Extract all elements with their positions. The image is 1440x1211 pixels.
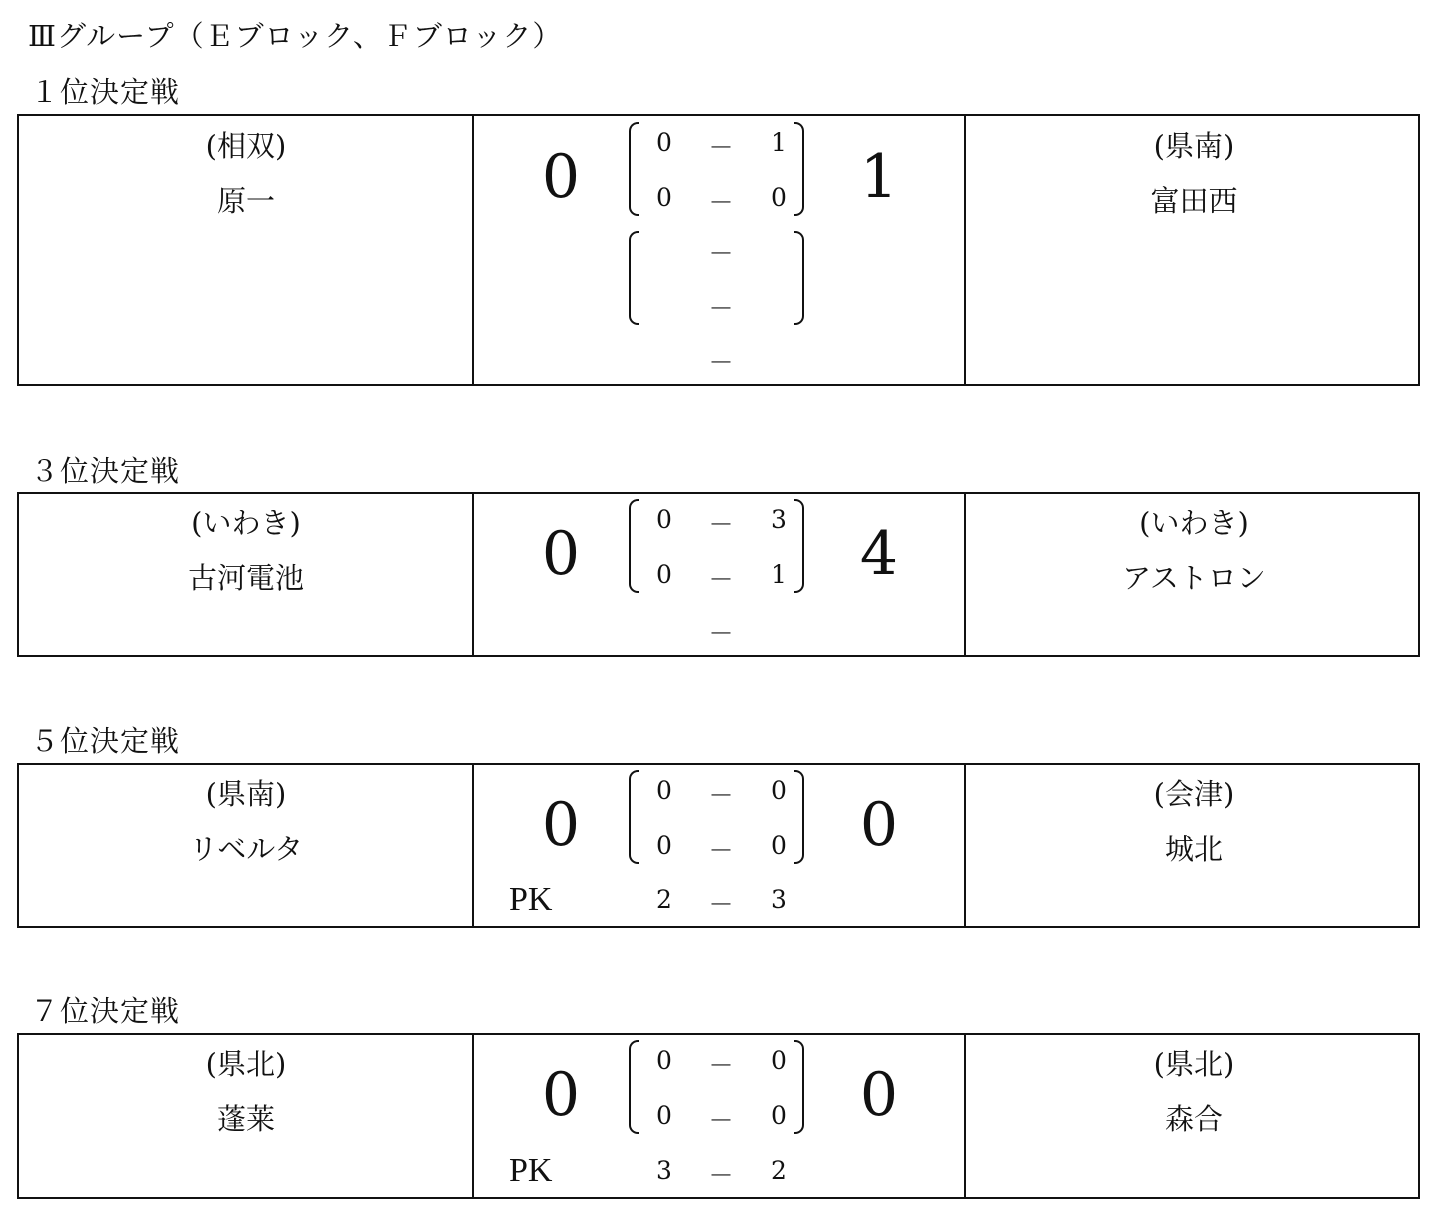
group-title: Ⅲグループ（Ｅブロック、Ｆブロック）	[28, 19, 563, 53]
score-dash: －	[708, 619, 734, 648]
bracket-open	[629, 1040, 639, 1134]
second-half-right-score: 1	[771, 560, 787, 589]
pk-left-score: 2	[656, 885, 672, 914]
score-dash: －	[708, 836, 734, 865]
right-team-name: 森合	[1164, 1102, 1223, 1136]
match-title: ５位決定戦	[30, 724, 181, 758]
match-box-5th-place	[17, 763, 1420, 928]
bracket-open	[629, 231, 639, 325]
left-team-name: 原一	[216, 184, 275, 218]
score-dash: －	[708, 890, 734, 919]
pk-right-score: 2	[771, 1156, 787, 1185]
first-half-left-score: 0	[656, 776, 672, 805]
left-team-name: リベルタ	[188, 832, 304, 866]
right-team-name: 富田西	[1150, 184, 1238, 218]
match-box-7th-place	[17, 1033, 1420, 1199]
left-total-score: 0	[541, 790, 581, 860]
column-divider	[964, 116, 966, 384]
second-half-right-score: 0	[771, 1101, 787, 1130]
score-dash: －	[708, 1051, 734, 1080]
right-team-name: アストロン	[1122, 561, 1266, 595]
score-dash: －	[708, 781, 734, 810]
score-dash: －	[708, 1106, 734, 1135]
right-total-score: 0	[859, 1060, 899, 1130]
first-half-left-score: 0	[656, 128, 672, 157]
column-divider	[964, 765, 966, 926]
first-half-right-score: 1	[771, 128, 787, 157]
second-half-right-score: 0	[771, 183, 787, 212]
right-total-score: 1	[859, 142, 899, 212]
column-divider	[964, 1035, 966, 1197]
match-box-3rd-place	[17, 492, 1420, 657]
score-dash: －	[708, 565, 734, 594]
second-half-left-score: 0	[656, 831, 672, 860]
second-half-left-score: 0	[656, 183, 672, 212]
right-total-score: 0	[859, 790, 899, 860]
left-total-score: 0	[541, 519, 581, 589]
right-team-name: 城北	[1164, 832, 1223, 866]
first-half-right-score: 0	[771, 1046, 787, 1075]
left-team-region: (県南)	[205, 777, 287, 811]
match-box-1st-place	[17, 114, 1420, 386]
score-dash: －	[708, 348, 734, 377]
pk-left-score: 3	[656, 1156, 672, 1185]
score-dash: －	[708, 294, 734, 323]
bracket-open	[629, 499, 639, 593]
pk-right-score: 3	[771, 885, 787, 914]
left-team-region: (いわき)	[191, 506, 301, 540]
left-team-name: 蓬莱	[216, 1102, 275, 1136]
second-half-right-score: 0	[771, 831, 787, 860]
right-team-region: (県北)	[1153, 1047, 1235, 1081]
first-half-left-score: 0	[656, 1046, 672, 1075]
bracket-close	[794, 231, 804, 325]
pk-label: PK	[509, 1152, 553, 1189]
bracket-open	[629, 770, 639, 864]
right-total-score: 4	[859, 519, 899, 589]
second-half-left-score: 0	[656, 560, 672, 589]
first-half-right-score: 3	[771, 505, 787, 534]
left-team-region: (県北)	[205, 1047, 287, 1081]
first-half-right-score: 0	[771, 776, 787, 805]
score-dash: －	[708, 239, 734, 268]
score-dash: －	[708, 1161, 734, 1190]
left-total-score: 0	[541, 1060, 581, 1130]
right-team-region: (会津)	[1153, 777, 1235, 811]
second-half-left-score: 0	[656, 1101, 672, 1130]
right-team-region: (いわき)	[1139, 506, 1249, 540]
match-title: １位決定戦	[30, 75, 181, 109]
pk-label: PK	[509, 881, 553, 918]
left-total-score: 0	[541, 142, 581, 212]
column-divider	[964, 494, 966, 655]
score-dash: －	[708, 188, 734, 217]
left-team-region: (相双)	[205, 129, 287, 163]
left-team-name: 古河電池	[187, 561, 304, 595]
score-dash: －	[708, 133, 734, 162]
first-half-left-score: 0	[656, 505, 672, 534]
match-title: ３位決定戦	[30, 454, 181, 488]
right-team-region: (県南)	[1153, 129, 1235, 163]
bracket-open	[629, 122, 639, 216]
match-title: ７位決定戦	[30, 994, 181, 1028]
score-dash: －	[708, 510, 734, 539]
